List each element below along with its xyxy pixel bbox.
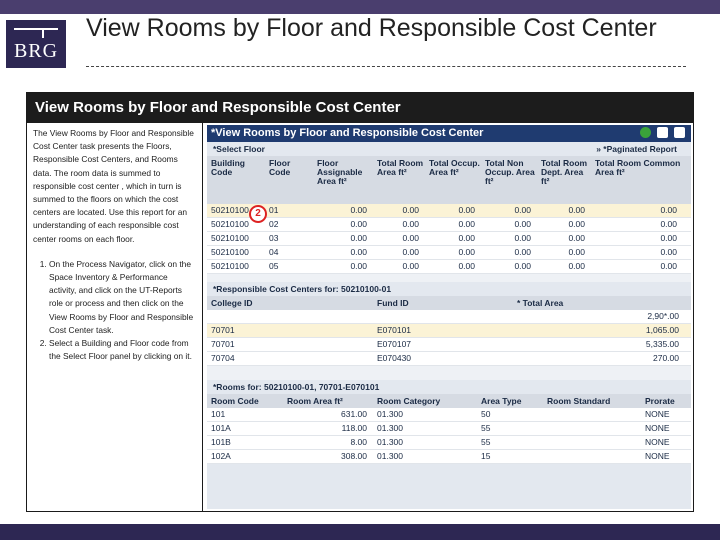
cell-fund: E070430 (377, 353, 412, 363)
panel-splitter[interactable] (207, 274, 691, 282)
instructions-panel (27, 123, 203, 511)
col-total-room-common-area[interactable]: Total Room Common Area ft² (595, 158, 681, 177)
cost-center-row[interactable] (207, 338, 691, 352)
col-floor-code[interactable]: Floor Code (269, 158, 291, 177)
email-icon[interactable] (674, 127, 685, 138)
cell-building: 50210100 (211, 205, 249, 215)
select-floor-bar (207, 142, 691, 156)
cell-fund: E070101 (377, 325, 412, 335)
report-title: *View Rooms by Floor and Responsible Cost Center (211, 127, 484, 139)
cell-floor: 04 (269, 247, 279, 257)
col-college-id[interactable]: College ID (211, 298, 253, 308)
cell-college: 70701 (211, 339, 235, 349)
cell-value: 0.00 (514, 219, 531, 229)
cell-area-type: 15 (481, 451, 491, 461)
section-header: View Rooms by Floor and Responsible Cost Center (27, 93, 693, 123)
cell-room-code: 102A (211, 451, 231, 461)
floor-table-header (207, 156, 691, 204)
col-prorate[interactable]: Prorate (645, 396, 675, 406)
floor-row[interactable] (207, 218, 691, 232)
cell-prorate: NONE (645, 423, 670, 433)
cost-center-header (207, 296, 691, 310)
cell-college: 70701 (211, 325, 235, 335)
cell-value: 0.00 (514, 261, 531, 271)
col-total-occup-area[interactable]: Total Occup. Area ft² (429, 158, 480, 177)
callout-number-badge: 2 (249, 205, 267, 223)
cell-room-category: 01.300 (377, 437, 403, 447)
col-area-type[interactable]: Area Type (481, 396, 522, 406)
cell-room-category: 01.300 (377, 423, 403, 433)
col-total-room-dept-area[interactable]: Total Room Dept. Area ft² (541, 158, 588, 186)
cell-room-area: 308.00 (341, 451, 367, 461)
cost-center-row[interactable] (207, 352, 691, 366)
cell-value: 0.00 (514, 233, 531, 243)
room-row[interactable] (207, 450, 691, 464)
cell-value: 0.00 (660, 233, 677, 243)
cell-area: 1,065.00 (645, 325, 679, 335)
cell-value: 0.00 (568, 205, 585, 215)
floor-row[interactable] (207, 246, 691, 260)
cell-floor: 05 (269, 261, 279, 271)
cell-value: 0.00 (350, 261, 367, 271)
cell-value: 0.00 (458, 219, 475, 229)
cell-room-code: 101 (211, 409, 226, 419)
cell-building: 50210100 (211, 233, 249, 243)
floor-table (207, 156, 691, 274)
brg-logo (6, 20, 66, 68)
cell-room-area: 8.00 (350, 437, 367, 447)
col-total-non-occup-area[interactable]: Total Non Occup. Area ft² (485, 158, 535, 186)
floor-row[interactable] (207, 204, 691, 218)
cell-value: 0.00 (402, 233, 419, 243)
cell-area: 270.00 (653, 353, 679, 363)
cost-center-title: *Responsible Cost Centers for: 50210100-01 (213, 284, 392, 294)
floor-row[interactable] (207, 260, 691, 274)
content-frame (26, 92, 694, 512)
cell-prorate: NONE (645, 437, 670, 447)
cell-value: 0.00 (660, 247, 677, 257)
room-row[interactable] (207, 436, 691, 450)
col-room-standard[interactable]: Room Standard (547, 396, 611, 406)
cell-fund (373, 310, 513, 323)
rooms-title: *Rooms for: 50210100-01, 70701-E070101 (213, 382, 380, 392)
floor-row[interactable] (207, 232, 691, 246)
col-floor-assignable-area[interactable]: Floor Assignable Area ft² (317, 158, 363, 186)
col-room-code[interactable]: Room Code (211, 396, 259, 406)
cell-value: 0.00 (402, 247, 419, 257)
cell-value: 0.00 (350, 247, 367, 257)
cell-building: 50210100 (211, 219, 249, 229)
cell-floor: 02 (269, 219, 279, 229)
col-room-area[interactable]: Room Area ft² (287, 396, 343, 406)
rooms-table (207, 394, 691, 464)
logo-mark (14, 28, 58, 33)
cell-value: 0.00 (568, 233, 585, 243)
cell-room-standard (543, 408, 641, 421)
cell-value: 0.00 (402, 261, 419, 271)
cell-value: 0.00 (350, 233, 367, 243)
print-icon[interactable] (657, 127, 668, 138)
step-item: 2. Select a Building and Floor code from the Select Floor panel by clicking on it. (49, 337, 196, 363)
cell-room-area: 118.00 (341, 423, 367, 433)
cell-value: 0.00 (458, 233, 475, 243)
cell-value: 0.00 (350, 219, 367, 229)
cell-room-standard (543, 450, 641, 463)
steps-list (33, 258, 196, 364)
cell-college: 70704 (211, 353, 235, 363)
top-accent-bar (0, 0, 720, 14)
cell-value: 0.00 (660, 219, 677, 229)
cell-college (207, 310, 373, 323)
floor-code-text: 01 (269, 205, 279, 215)
cell-value: 0.00 (458, 261, 475, 271)
cell-room-standard (543, 436, 641, 449)
slide-title: View Rooms by Floor and Responsible Cost Center (86, 14, 657, 42)
col-room-category[interactable]: Room Category (377, 396, 441, 406)
cell-value: 0.00 (350, 205, 367, 215)
cell-room-category: 01.300 (377, 451, 403, 461)
cell-room-code: 101B (211, 437, 231, 447)
cell-value: 0.00 (660, 261, 677, 271)
cell-prorate: NONE (645, 451, 670, 461)
report-title-bar (207, 125, 691, 142)
room-row[interactable] (207, 408, 691, 422)
cell-building: 50210100 (211, 261, 249, 271)
cell-floor: 03 (269, 233, 279, 243)
cell-room-code: 101A (211, 423, 231, 433)
intro-text: The View Rooms by Floor and Responsible Cost Center task presents the Floors, Responsible Cost Centers, and Rooms data. The room data is summed to responsible cost center , which in turn is summed to the floors on which the cost centers are located. Use this report for an understanding of each responsible cost center rooms on each floor. (33, 128, 194, 244)
cell-area: 5,335.00 (645, 339, 679, 349)
cell-building: 50210100 (211, 247, 249, 257)
cell-room-category: 01.300 (377, 409, 403, 419)
panel-splitter[interactable] (207, 366, 691, 380)
select-floor-label: *Select Floor (213, 144, 265, 154)
cell-area-type: 55 (481, 423, 491, 433)
cell-value: 0.00 (514, 205, 531, 215)
step-item: 1. On the Process Navigator, click on the Space Inventory & Performance activity, and click on the UT-Reports role or process and then click on the View Rooms by Floor and Responsible Cost Center task. (49, 258, 196, 337)
cell-prorate: NONE (645, 409, 670, 419)
report-screenshot (207, 125, 691, 509)
cell-area-type: 50 (481, 409, 491, 419)
cost-center-table (207, 296, 691, 366)
cost-center-row[interactable] (207, 324, 691, 338)
cell-floor (255, 204, 313, 219)
info-icon[interactable] (640, 127, 651, 138)
cell-value: 0.00 (402, 219, 419, 229)
cell-area-type: 55 (481, 437, 491, 447)
cell-value: 0.00 (402, 205, 419, 215)
cell-area: 2,90*.00 (647, 311, 679, 321)
cell-value: 0.00 (568, 261, 585, 271)
cell-value: 0.00 (458, 205, 475, 215)
rooms-header (207, 394, 691, 408)
cell-room-standard (543, 422, 641, 435)
cost-center-row[interactable] (207, 310, 691, 324)
cell-value: 0.00 (660, 205, 677, 215)
cell-value: 0.00 (568, 219, 585, 229)
paginated-report-link[interactable]: » *Paginated Report (596, 144, 677, 154)
cell-value: 0.00 (458, 247, 475, 257)
room-row[interactable] (207, 422, 691, 436)
col-total-room-area[interactable]: Total Room Area ft² (377, 158, 424, 177)
col-building-code[interactable]: Building Code (211, 158, 245, 177)
cell-value: 0.00 (514, 247, 531, 257)
bottom-accent-bar (0, 524, 720, 540)
col-total-area[interactable]: * Total Area (517, 298, 564, 308)
cell-value: 0.00 (568, 247, 585, 257)
title-divider (86, 66, 686, 67)
col-fund-id[interactable]: Fund ID (377, 298, 409, 308)
cell-room-area: 631.00 (341, 409, 367, 419)
logo-text: BRG (13, 40, 59, 62)
cell-fund: E070107 (377, 339, 412, 349)
